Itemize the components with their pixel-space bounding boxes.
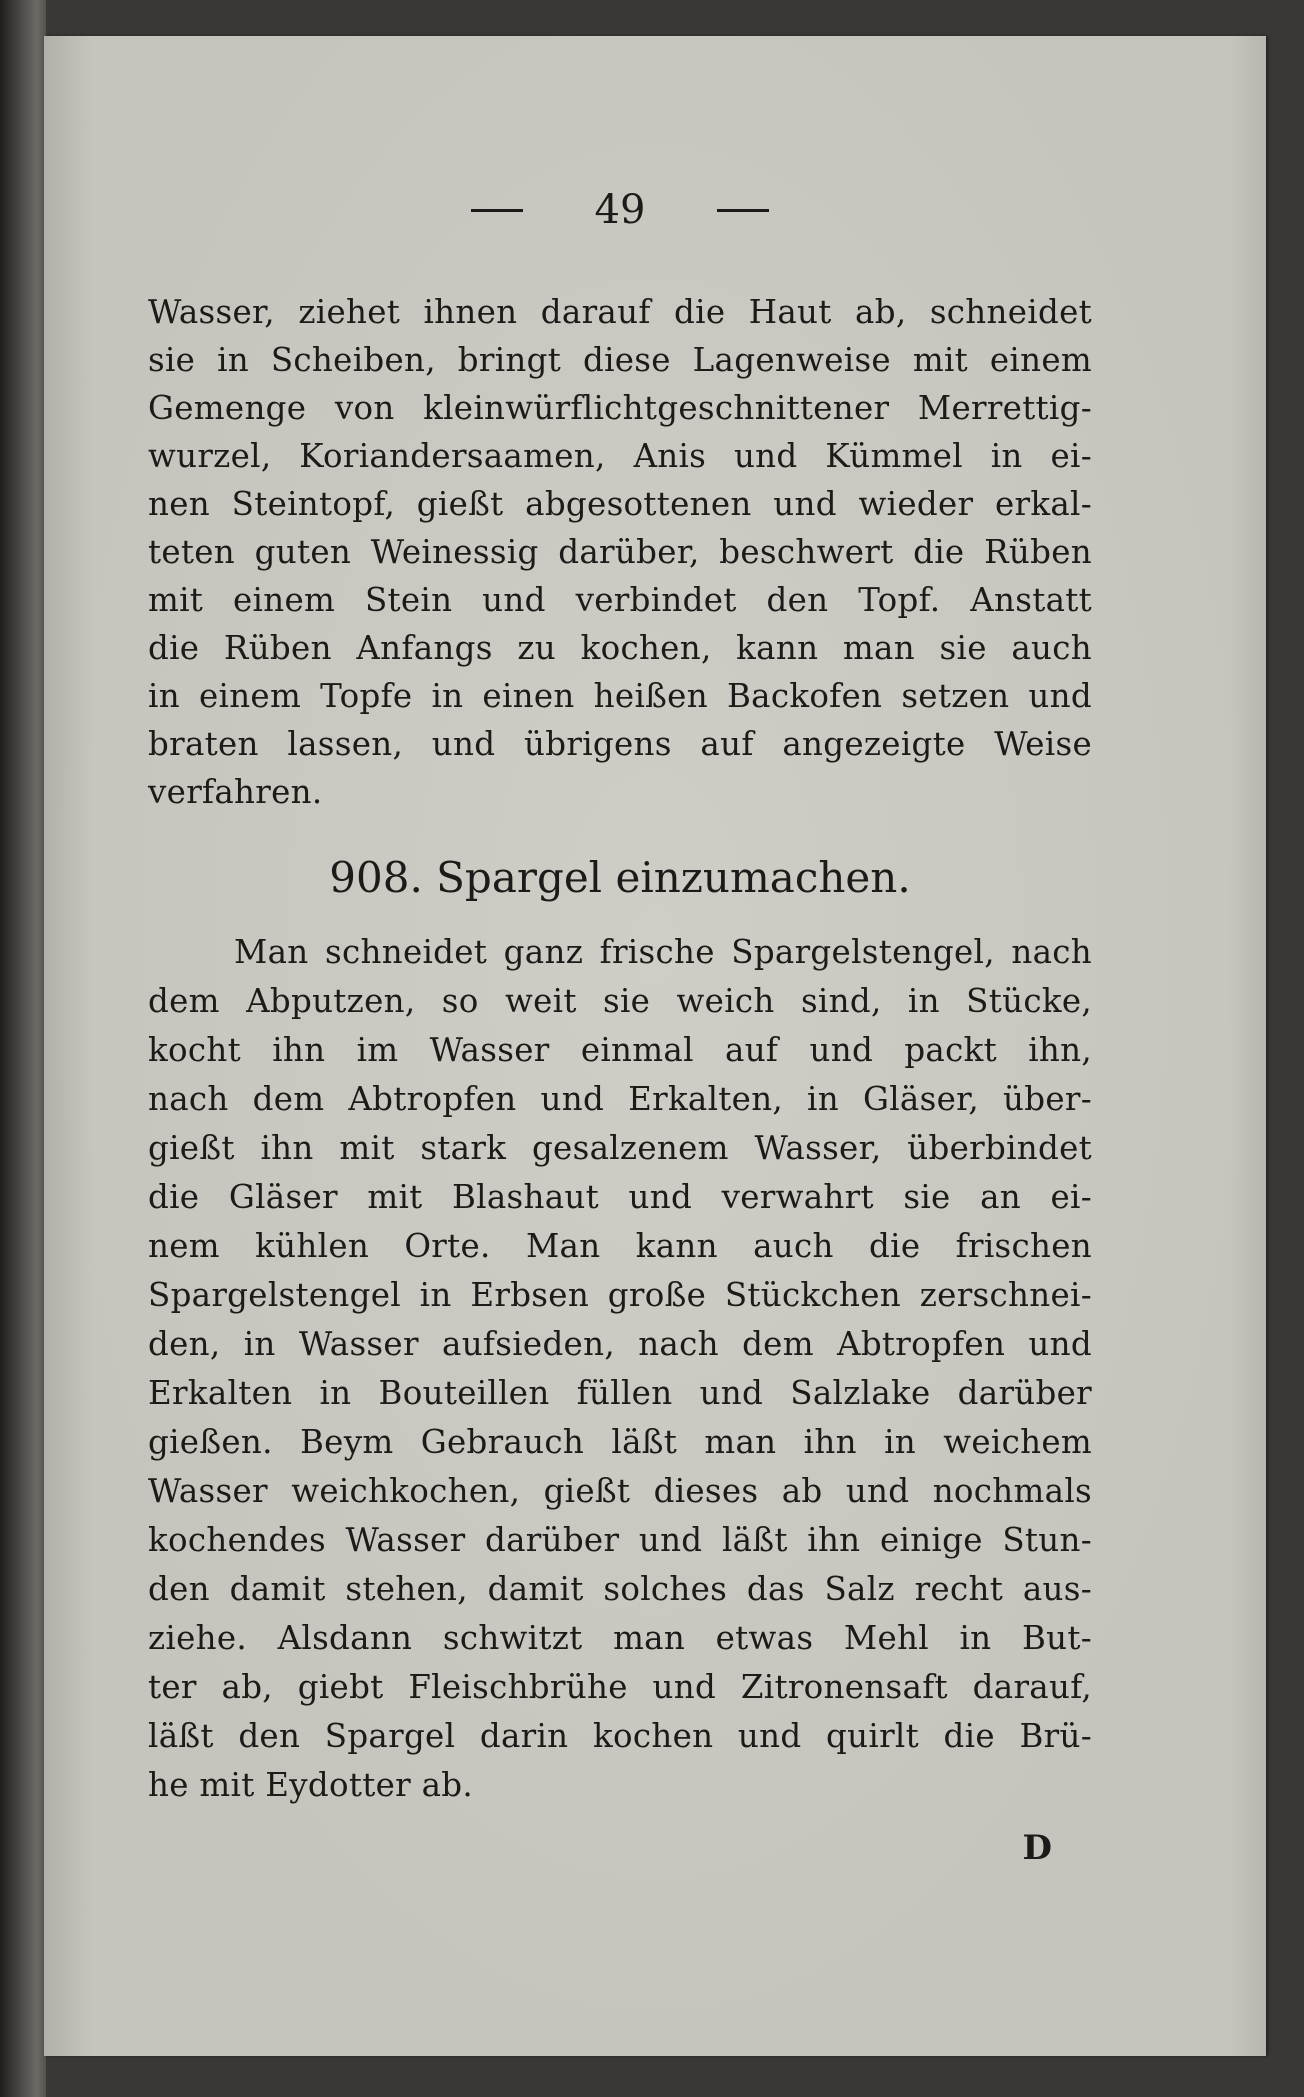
text-line: ter ab, giebt Fleischbrühe und Zitronensaft darauf, <box>148 1668 1092 1706</box>
book-spine <box>0 0 46 2097</box>
page-number: 49 <box>594 187 646 233</box>
text-line: läßt den Spargel darin kochen und quirlt die Brü- <box>148 1717 1092 1755</box>
text-line: he mit Eydotter ab. <box>148 1766 473 1804</box>
text-line: Spargelstengel in Erbsen große Stückchen zerschnei- <box>148 1276 1092 1314</box>
text-line: wurzel, Koriandersaamen, Anis und Kümmel in ei- <box>148 437 1092 475</box>
text-line: nen Steintopf, gießt abgesottenen und wieder erkal- <box>148 485 1092 523</box>
text-line: in einem Topfe in einen heißen Backofen setzen und <box>148 677 1092 715</box>
text-line: Wasser weichkochen, gießt dieses ab und nochmals <box>148 1472 1092 1510</box>
text-line: verfahren. <box>148 773 323 811</box>
text-line: teten guten Weinessig darüber, beschwert die Rüben <box>148 533 1092 571</box>
header-dash-right <box>717 209 769 212</box>
text-line: gießen. Beym Gebrauch läßt man ihn in weichem <box>148 1423 1092 1461</box>
text-line: Erkalten in Bouteillen füllen und Salzlake darüber <box>148 1374 1092 1412</box>
text-line: die Rüben Anfangs zu kochen, kann man sie auch <box>148 629 1092 667</box>
text-line: mit einem Stein und verbindet den Topf. Anstatt <box>148 581 1092 619</box>
page-header <box>148 180 1092 240</box>
catchword: D <box>1022 1828 1052 1868</box>
header-dash-left <box>471 209 523 212</box>
text-line: nem kühlen Orte. Man kann auch die frischen <box>148 1227 1092 1265</box>
book-page <box>44 36 1266 2056</box>
text-line: kocht ihn im Wasser einmal auf und packt ihn, <box>148 1031 1092 1069</box>
text-line: gießt ihn mit stark gesalzenem Wasser, überbindet <box>148 1129 1092 1167</box>
text-line: den, in Wasser aufsieden, nach dem Abtropfen und <box>148 1325 1092 1363</box>
text-line: ziehe. Alsdann schwitzt man etwas Mehl in But- <box>148 1619 1092 1657</box>
text-line: die Gläser mit Blashaut und verwahrt sie an ei- <box>148 1178 1092 1216</box>
text-line: kochendes Wasser darüber und läßt ihn einige Stun- <box>148 1521 1092 1559</box>
text-line: dem Abputzen, so weit sie weich sind, in Stücke, <box>148 982 1092 1020</box>
text-line: sie in Scheiben, bringt diese Lagenweise mit einem <box>148 341 1092 379</box>
text-line: braten lassen, und übrigens auf angezeigte Weise <box>148 725 1092 763</box>
text-line: Man schneidet ganz frische Spargelstengel, nach <box>234 933 1092 971</box>
section-heading: 908. Spargel einzumachen. <box>329 853 911 902</box>
text-line: nach dem Abtropfen und Erkalten, in Gläser, über- <box>148 1080 1092 1118</box>
text-line: Wasser, ziehet ihnen darauf die Haut ab, schneidet <box>148 293 1092 331</box>
text-line: den damit stehen, damit solches das Salz recht aus- <box>148 1570 1092 1608</box>
text-line: Gemenge von kleinwürflichtgeschnittener Merrettig- <box>148 389 1092 427</box>
